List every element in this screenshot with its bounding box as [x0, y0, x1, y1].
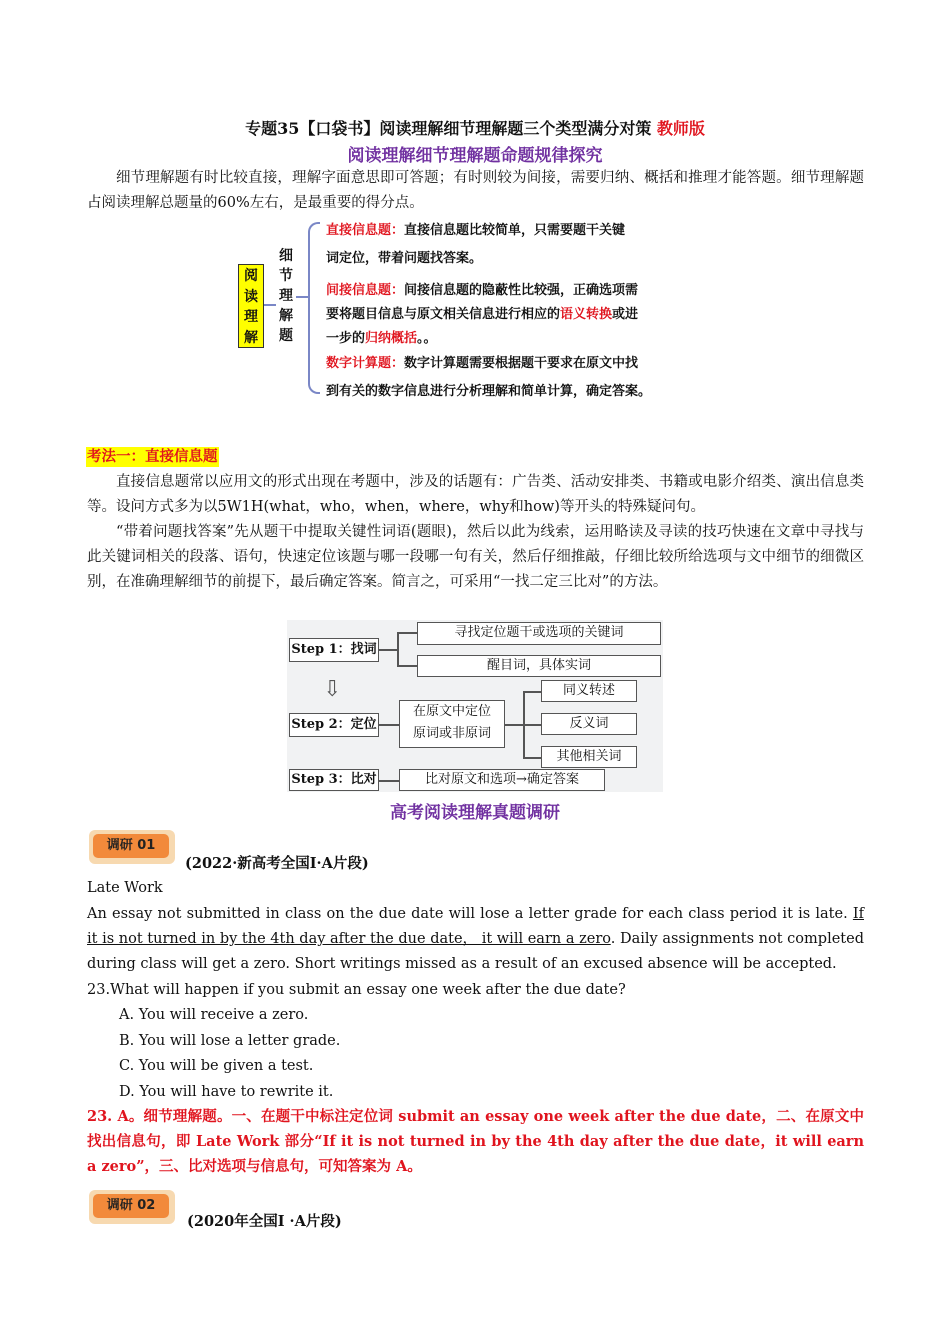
research-02-source: (2020年全国Ⅰ ·A片段) — [187, 1213, 342, 1230]
step2-option-c: 其他相关词 — [541, 746, 637, 768]
passage-text: An essay not submitted in class on the due date will lose a letter grade for each class period it is late. If it is not turned in by the 4th day after the due date， it will earn a zero. Daily assignments not completed during class will get a zero. Short writings missed as a result of an excused absence will be accepted. — [87, 906, 864, 972]
down-arrow-icon: ⇩ — [323, 677, 342, 702]
diagram-connector — [296, 296, 308, 298]
intro-paragraph: 细节理解题有时比较直接，理解字面意思即可答题；有时则较为间接，需要归纳、概括和推理才能答题。细节理解题占阅读理解总题量的60%左右，是最重要的得分点。 — [87, 170, 864, 211]
flow-connector — [523, 691, 541, 693]
step2-middle-box: 在原文中定位 原词或非原词 — [399, 700, 505, 748]
step2-box: Step 2：定位 — [289, 713, 379, 737]
diagram-item-indirect: 间接信息题：间接信息题的隐蔽性比较强，正确选项需 要将题目信息与原文相关信息进行相应的语义转换或进 一步的归纳概括。。 — [326, 283, 639, 346]
question-23: 23.What will happen if you submit an essay one week after the due date? — [87, 982, 626, 998]
step1-option-a: 寻找定位题干或选项的关键词 — [417, 622, 661, 645]
page-subtitle: 阅读理解细节理解题命题规律探究 — [347, 146, 603, 166]
page-title: 专题35【口袋书】阅读理解细节理解题三个类型满分对策 教师版 — [245, 119, 705, 138]
step1-option-b: 醒目词，具体实词 — [417, 655, 661, 677]
flow-connector — [379, 780, 399, 782]
diagram-connector — [264, 304, 276, 306]
steps-flowchart — [287, 620, 663, 792]
answer-explanation: 23. A。细节理解题。一、在题干中标注定位词 submit an essay one week after the due date，二、在原文中找出信息句，即 Late Work 部分“If it is not turned in by the 4th day after the due date，it will earn a zero”，三、比对选项与信息句，可知答案为 A。 — [87, 1108, 864, 1175]
option-a: A. You will receive a zero. — [119, 1007, 309, 1023]
flow-connector — [397, 632, 399, 666]
passage-title: Late Work — [87, 880, 163, 896]
section-title: 高考阅读理解真题调研 — [390, 803, 560, 823]
research-01-source: (2022·新高考全国Ⅰ·A片段) — [185, 855, 369, 872]
research-01-badge: 调研 01 — [89, 830, 175, 864]
flow-connector — [523, 757, 541, 759]
step1-box: Step 1：找词 — [289, 638, 379, 662]
flow-connector — [379, 649, 397, 651]
method-paragraph-1: 直接信息题常以应用文的形式出现在考题中，涉及的话题有：广告类、活动安排类、书籍或电影介绍类、演出信息类等。设问方式多为以5W1H(what，who，when，where，why和how)等开头的特殊疑问句。 — [87, 474, 864, 515]
diagram-brace — [308, 222, 320, 394]
step3-box: Step 3：比对 — [289, 769, 379, 791]
option-d: D. You will have to rewrite it. — [119, 1084, 334, 1100]
diagram-item-number: 数字计算题：数字计算题需要根据题干要求在原文中找 到有关的数字信息进行分析理解和简单计算，确定答案。 — [326, 356, 652, 399]
method-paragraph-2: “带着问题找答案”先从题干中提取关键性词语(题眼)，然后以此为线索，运用略读及寻读的技巧快速在文章中寻找与此关键词相关的段落、语句，快速定位该题与哪一段哪一句有关，然后仔细推敲，仔细比较所给选项与文中细节的细微区别，在准确理解细节的前提下，最后确定答案。简言之，可采用“一找二定三比对”的方法。 — [87, 524, 864, 590]
step3-option: 比对原文和选项→确定答案 — [399, 769, 605, 791]
step2-option-a: 同义转述 — [541, 680, 637, 702]
flow-connector — [397, 665, 417, 667]
title-edition-tag: 教师版 — [656, 119, 705, 138]
diagram-root-box: 阅 读 理 解 — [238, 264, 264, 348]
step2-option-b: 反义词 — [541, 713, 637, 735]
research-02-badge: 调研 02 — [89, 1190, 175, 1224]
method-heading: 考法一：直接信息题 — [87, 448, 218, 465]
diagram-item-direct: 直接信息题：直接信息题比较简单，只需要题干关键 词定位，带着问题找答案。 — [326, 223, 626, 266]
flow-connector — [397, 632, 417, 634]
option-b: B. You will lose a letter grade. — [119, 1033, 341, 1049]
flow-connector — [505, 724, 523, 726]
flow-connector — [379, 724, 399, 726]
diagram-mid-label: 细 节 理 解 题 — [279, 248, 293, 344]
option-c: C. You will be given a test. — [119, 1058, 314, 1074]
flow-connector — [523, 724, 541, 726]
reading-types-diagram — [234, 216, 724, 406]
